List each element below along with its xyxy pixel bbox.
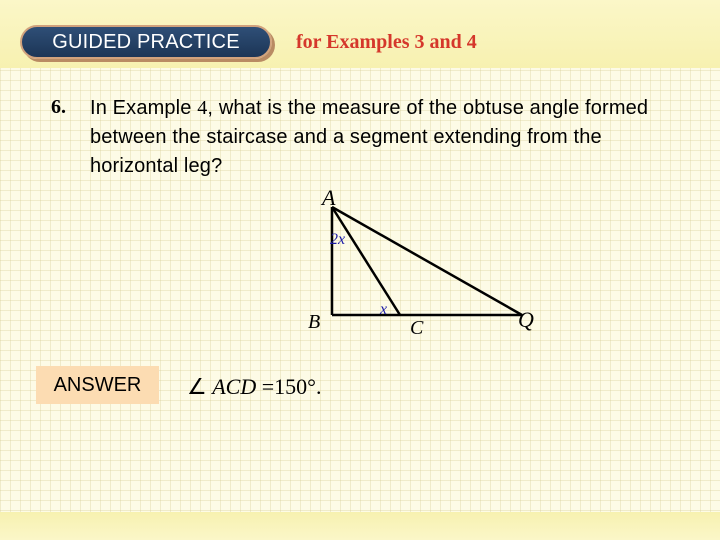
angle-symbol: ∠: [187, 374, 207, 399]
label-point-b: B: [308, 311, 321, 333]
answer-label-box: ANSWER: [36, 366, 159, 404]
label-angle-x: x: [380, 301, 388, 318]
triangle-diagram: [300, 185, 560, 340]
footer-band: [0, 512, 720, 540]
problem-text-part-1: In Example: [90, 97, 198, 119]
label-angle-2x: 2x: [330, 231, 346, 248]
segment-a-q: [332, 207, 522, 315]
label-point-c: C: [410, 317, 424, 339]
label-point-a: A: [322, 185, 336, 210]
angle-name: ACD: [212, 374, 257, 399]
problem-statement: [90, 94, 650, 181]
guided-practice-badge: GUIDED PRACTICE: [20, 25, 272, 59]
example-number: 4: [197, 97, 208, 119]
label-point-q: Q: [518, 307, 534, 332]
angle-value: =150°.: [261, 374, 322, 399]
examples-subtitle: for Examples 3 and 4: [296, 31, 477, 53]
segment-a-c: [332, 207, 400, 315]
answer-statement: [187, 374, 321, 400]
problem-text-part-2: , what is the measure of the obtuse angle formed between the staircase and a segment extending from the horizontal leg?: [90, 97, 649, 177]
problem-number: 6.: [51, 96, 66, 118]
